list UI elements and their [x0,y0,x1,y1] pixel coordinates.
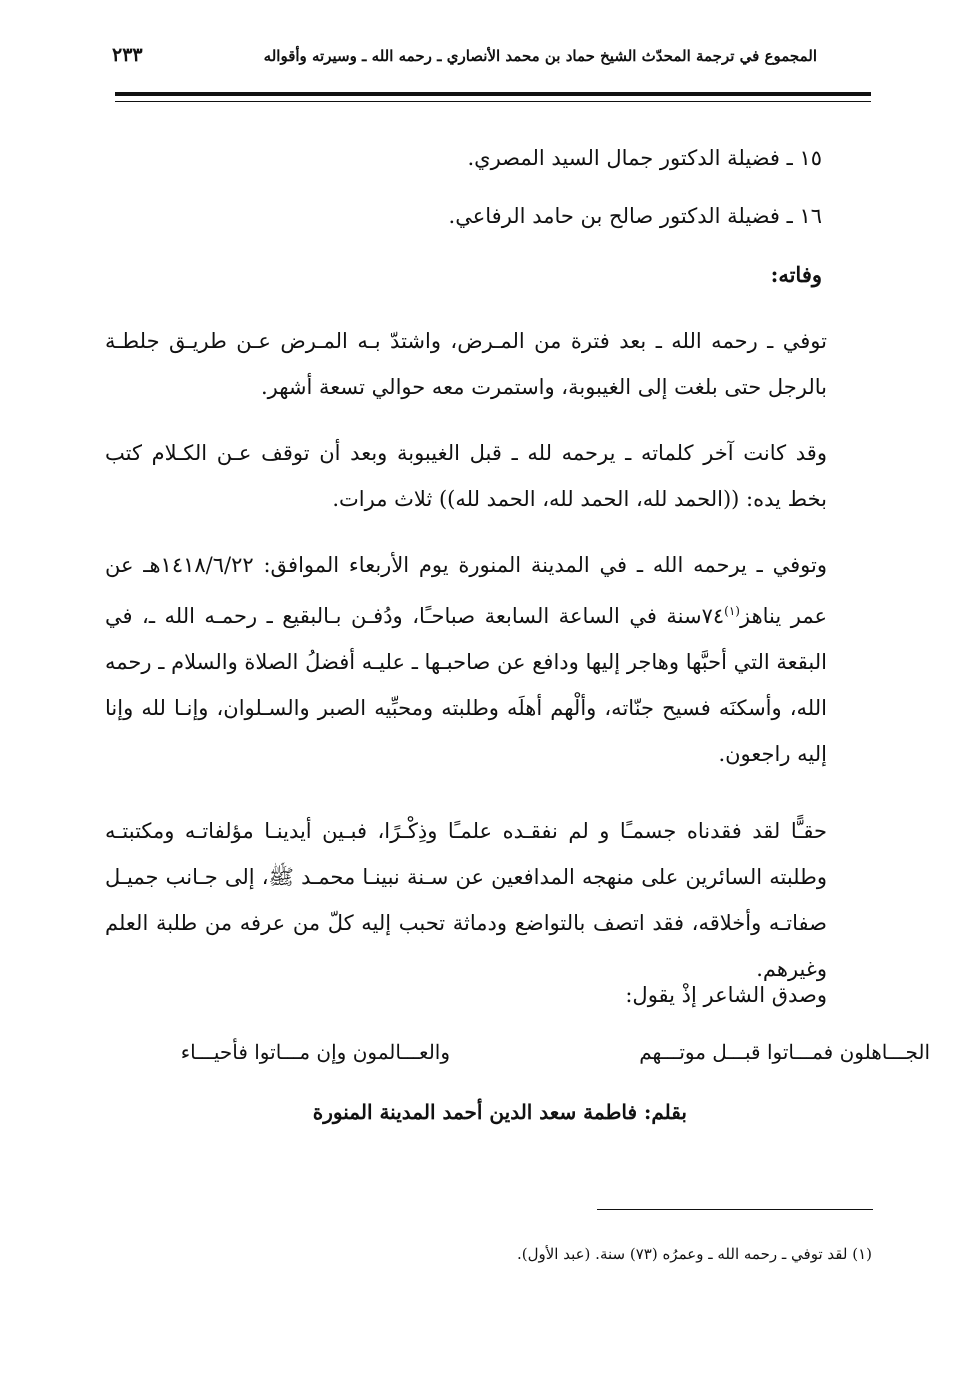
author-signature: بقلم: فاطمة سعد الدين أحمد المدينة المنورة [312,1100,687,1124]
paragraph-2: وقد كانت آخر كلماته ـ يرحمه لله ـ قبل الغيبوبة وبعد أن توقف عـن الكـلام كتب بخط يده: ((الحمد لله، الحمد لله، الحمد لله)) ثلاث مرات. [105,441,827,511]
paragraph-3-part-1: وتوفي ـ يرحمه الله ـ في المدينة المنورة يوم الأربعاء الموافق: ١٤١٨/٦/٢٢هـ عن عمر يناهز [105,553,828,628]
running-header: المجموع في ترجمة المحدّث الشيخ حماد بن محمد الأنصاري ـ رحمه الله ـ وسيرته وأقواله [263,47,817,65]
paragraph-3 [105,542,827,777]
header-rule-thick [115,92,871,96]
verse-first-hemistich: الجـــاهلون فمـــاتوا قبـــل موتـــهم [639,1040,930,1064]
paragraph-5: وصدق الشاعر إذْ يقول: [625,983,827,1007]
footnote-reference: (١) [724,604,740,618]
footnote-rule [597,1209,873,1210]
paragraph-3-part-2: ٧٤سنة في الساعة السابعة صباحـًا، ودُفـن بـالبقيع ـ رحمـه الله ـ، في البقعة التي أحبَّها وهاجر إليها ودافع عن صاحبـها ـ عليـه أفضلُ الصلاة والسلام ـ رحمه الله، وأسكنَه فسيح جنّاته، وألْهم أهلَه وطلبته ومحبِّيه الصبر والسـلوان، وإنـا لله وإنا إليه راجعون. [105,604,827,766]
verse-second-hemistich: والعـــالمون وإن مـــاتوا فأحيـــاء [180,1040,450,1064]
header-rule-thin [115,101,871,102]
list-item-15: ١٥ ـ فضيلة الدكتور جمال السيد المصري. [467,146,822,170]
paragraph-4: حقـًّا لقد فقدناه جسمـًا و لم نفقـده علمـًا وذِكْـرًا، فبـين أيدينـا مؤلفاتـه ومكتبتـه وطلبته السائرين على منهجه المدافعين عن سـنة نبينـا محمـد ﷺ، إلى جـانب جميـل صفاتـه وأخلاقه، فقد اتصف بالتواضع ودماثة تحبب إليه كلّ من عرفه من طلبة العلم وغيرهم. [105,819,827,981]
list-item-16: ١٦ ـ فضيلة الدكتور صالح بن حامد الرفاعي. [448,204,822,228]
poetry-verse [50,1040,930,1074]
footnote: (١) لقد توفي ـ رحمه الله ـ وعمرُه (٧٣) سنة. (عبد الأول). [516,1245,872,1263]
page-number: ٢٣٣ [112,44,143,66]
paragraph-1: توفي ـ رحمه الله ـ بعد فترة من المـرض، واشتدّ بـه المـرض عـن طريـق جلطـة بالرجل حتى بلغت إلى الغيبوبة، واستمرت معه حوالي تسعة أشهر. [105,329,827,399]
section-heading: وفاته: [770,262,822,287]
